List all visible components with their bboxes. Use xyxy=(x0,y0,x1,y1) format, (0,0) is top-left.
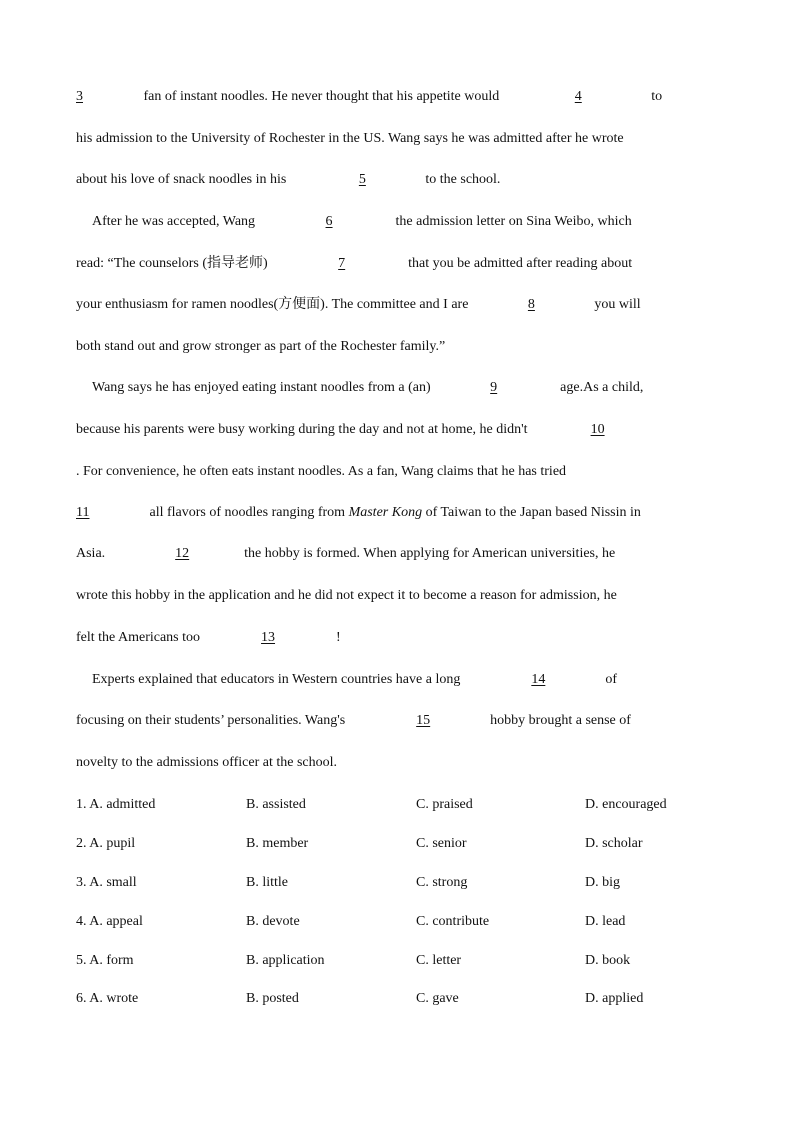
blank-15: 15 xyxy=(416,713,431,728)
passage-line: Wang says he has enjoyed eating instant noodles from a (an) 9 age.As a child, xyxy=(92,378,643,398)
option-d: D. lead xyxy=(585,914,626,929)
option-b: B. posted xyxy=(246,991,299,1006)
brand-name: Master Kong xyxy=(348,505,423,520)
option-a: 6. A. wrote xyxy=(76,991,139,1006)
option-c: C. praised xyxy=(416,797,473,812)
option-a: 2. A. pupil xyxy=(76,836,136,851)
options-row xyxy=(76,873,722,893)
passage-line: Asia. 12 the hobby is formed. When applying for American universities, he xyxy=(76,544,615,564)
options-row xyxy=(76,989,722,1009)
options-row xyxy=(76,795,722,815)
passage-line: wrote this hobby in the application and he did not expect it to become a reason for admission, he xyxy=(76,588,617,603)
option-b: B. assisted xyxy=(246,797,306,812)
passage-line: Experts explained that educators in Western countries have a long 14 of xyxy=(92,670,617,690)
option-b: B. little xyxy=(246,875,288,890)
blank-13: 13 xyxy=(261,630,276,645)
passage-line: because his parents were busy working during the day and not at home, he didn't 10 xyxy=(76,420,657,440)
option-d: D. applied xyxy=(585,991,644,1006)
option-c: C. letter xyxy=(416,953,462,968)
option-d: D. encouraged xyxy=(585,797,667,812)
passage-line: his admission to the University of Rochester in the US. Wang says he was admitted after he wrote xyxy=(76,131,624,146)
option-a: 1. A. admitted xyxy=(76,797,156,812)
blank-11: 11 xyxy=(76,505,90,520)
blank-10: 10 xyxy=(590,422,605,437)
passage-line: both stand out and grow stronger as part of the Rochester family.” xyxy=(76,339,446,354)
passage-line: focusing on their students’ personalities. Wang's 15 hobby brought a sense of xyxy=(76,711,631,731)
passage-line: read: “The counselors (指导老师) 7 that you be admitted after reading about xyxy=(76,254,632,274)
option-c: C. senior xyxy=(416,836,467,851)
option-b: B. member xyxy=(246,836,309,851)
option-c: C. gave xyxy=(416,991,459,1006)
passage-line: felt the Americans too 13 ! xyxy=(76,628,341,648)
passage-line: 3 fan of instant noodles. He never thought that his appetite would 4 to xyxy=(76,87,662,107)
blank-9: 9 xyxy=(490,380,498,395)
passage-line: novelty to the admissions officer at the school. xyxy=(76,755,338,770)
option-b: B. devote xyxy=(246,914,300,929)
option-c: C. strong xyxy=(416,875,468,890)
passage-line: 11 all flavors of noodles ranging from Master Kong of Taiwan to the Japan based Nissin in xyxy=(76,503,641,523)
option-d: D. scholar xyxy=(585,836,643,851)
option-d: D. big xyxy=(585,875,620,890)
options-row xyxy=(76,912,722,932)
blank-8: 8 xyxy=(527,297,535,312)
option-a: 4. A. appeal xyxy=(76,914,143,929)
blank-5: 5 xyxy=(358,172,366,187)
options-row xyxy=(76,834,722,854)
option-a: 5. A. form xyxy=(76,953,134,968)
option-d: D. book xyxy=(585,953,631,968)
passage-line: After he was accepted, Wang 6 the admission letter on Sina Weibo, which xyxy=(92,212,632,232)
passage-line: . For convenience, he often eats instant noodles. As a fan, Wang claims that he has tried xyxy=(76,462,639,482)
passage-line: about his love of snack noodles in his 5 to the school. xyxy=(76,170,500,190)
blank-3: 3 xyxy=(76,89,83,104)
blank-7: 7 xyxy=(338,256,346,271)
option-c: C. contribute xyxy=(416,914,490,929)
option-b: B. application xyxy=(246,953,325,968)
blank-14: 14 xyxy=(531,672,546,687)
blank-11-start xyxy=(577,462,639,482)
options-row xyxy=(76,951,722,971)
blank-4: 4 xyxy=(574,89,582,104)
blank-6: 6 xyxy=(325,214,333,229)
option-a: 3. A. small xyxy=(76,875,137,890)
blank-12: 12 xyxy=(175,546,190,561)
passage-line: your enthusiasm for ramen noodles(方便面). The committee and I are 8 you will xyxy=(76,295,641,315)
